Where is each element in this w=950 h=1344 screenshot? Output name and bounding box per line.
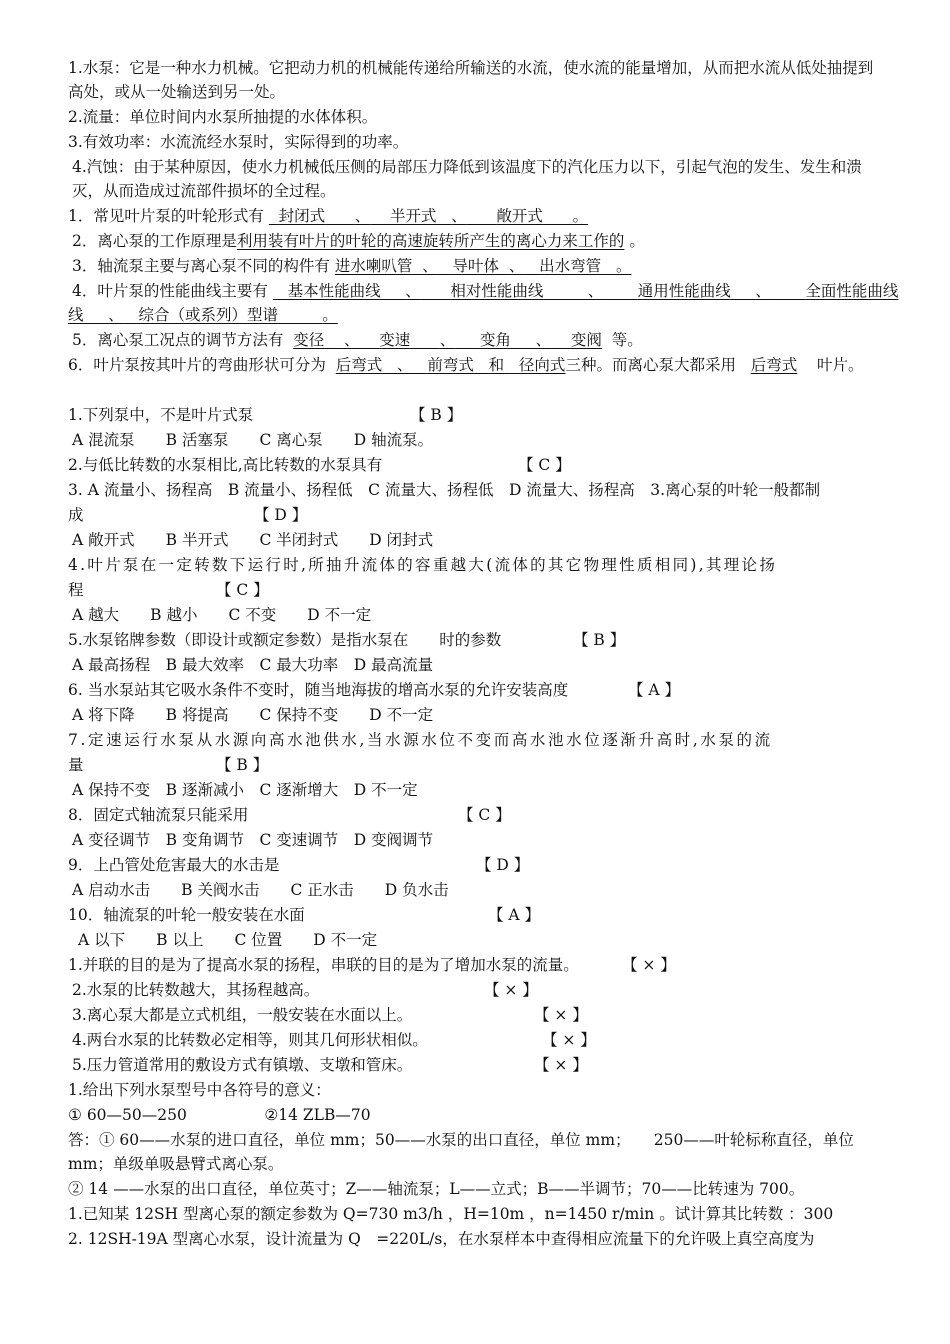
choice-2-text: 2.与低比转数的水泵相比,高比转数的水泵具有	[68, 456, 383, 474]
choice-question-10	[68, 903, 880, 927]
judge-1-answer: 【 × 】	[622, 956, 676, 974]
judge-5-text: 5.压力管道常用的敷设方式有镇墩、支墩和管床。	[72, 1056, 413, 1074]
fill-question-4-cont	[68, 303, 880, 327]
calc-question-1: 1.已知某 12SH 型离心泵的额定参数为 Q=730 m3/h ，H=10m ，n=1450 r/min 。试计算其比转数 ：300	[68, 1205, 834, 1223]
fill-6-answers: 后弯式 、 前弯式 和 径向式	[335, 356, 566, 374]
choice-5-text: 5.水泵铭牌参数（即设计或额定参数）是指水泵在 时的参数	[68, 631, 502, 649]
choice-1-text: 1.下列泵中，不是叶片式泵	[68, 406, 254, 424]
choice-question-5	[68, 628, 880, 652]
fill-6-end: 叶片。	[816, 356, 864, 374]
judge-4-text: 4.两台水泵的比转数必定相等，则其几何形状相似。	[72, 1031, 428, 1049]
choice-question-7-cont	[68, 753, 880, 777]
short-answer-1: 答：① 60——水泵的进口直径，单位 mm；50——水泵的出口直径，单位 mm； 250——叶轮标称直径，单位 mm；单级单吸悬臂式离心泵。	[68, 1131, 854, 1173]
fill-4-prefix: 4．叶片泵的性能曲线主要有	[72, 282, 268, 300]
judge-4-answer: 【 × 】	[542, 1031, 596, 1049]
short-question-items: ① 60—50—250 ②14 ZLB—70	[68, 1106, 371, 1124]
choice-2-options: 3. A 流量小、扬程高 B 流量小、扬程低 C 流量大、扬程低 D 流量大、扬程高 3.离心泵的叶轮一般都制	[68, 481, 821, 499]
judge-question-1	[68, 953, 880, 977]
calc-question-2: 2. 12SH-19A 型离心水泵，设计流量为 Q =220L/s，在水泵样本中查得相应流量下的允许吸上真空高度为	[68, 1230, 815, 1248]
judge-2-answer: 【 × 】	[484, 981, 538, 999]
choice-question-3	[68, 503, 880, 527]
choice-question-7: 7.定速运行水泵从水源向高水池供水,当水源水位不变而高水池水位逐渐升高时,水泵的流	[68, 731, 773, 749]
definition-pump: 1.水泵：它是一种水力机械。它把动力机的机械能传递给所输送的水流，使水流的能量增加，从而把水流从低处抽提到高处，或从一处输送到另一处。	[68, 59, 874, 101]
choice-8-options: A 变径调节 B 变角调节 C 变速调节 D 变阀调节	[72, 831, 434, 849]
fill-3-prefix: 3．轴流泵主要与离心泵不同的构件有	[72, 257, 330, 275]
choice-3-answer: 【 D 】	[254, 506, 308, 524]
choice-6-options: A 将下降 B 将提高 C 保持不变 D 不一定	[72, 706, 434, 724]
fill-1-prefix: 1．常见叶片泵的叶轮形式有	[68, 207, 264, 225]
choice-question-2	[68, 453, 880, 477]
judge-2-text: 2.水泵的比转数越大，其扬程越高。	[72, 981, 320, 999]
choice-10-text: 10．轴流泵的叶轮一般安装在水面	[68, 906, 305, 924]
choice-4-answer: 【 C 】	[216, 581, 269, 599]
definition-cavitation: 4.汽蚀：由于某种原因，使水力机械低压侧的局部压力降低到该温度下的汽化压力以下，引起气泡的发生、发生和溃灭，从而造成过流部件损坏的全过程。	[72, 158, 862, 200]
choice-7-answer: 【 B 】	[216, 756, 269, 774]
fill-6-prefix: 6．叶片泵按其叶片的弯曲形状可分为	[68, 356, 326, 374]
definition-flow: 2.流量：单位时间内水泵所抽提的水体体积。	[68, 108, 378, 126]
fill-question-5	[72, 328, 880, 352]
choice-5-options: A 最高扬程 B 最大效率 C 最大功率 D 最高流量	[72, 656, 434, 674]
fill-question-4	[72, 279, 899, 303]
choice-question-9	[68, 853, 880, 877]
fill-5-answers: 变径 、 变速 、 变角 、 变阀	[293, 331, 602, 349]
judge-5-answer: 【 × 】	[534, 1056, 588, 1074]
judge-question-4	[72, 1028, 880, 1052]
fill-question-6	[68, 353, 880, 377]
choice-question-4: 4.叶片泵在一定转数下运行时,所抽升流体的容重越大(流体的其它物理性质相同),其理论扬	[68, 556, 778, 574]
fill-4-answers-line2: 线 、 综合（或系列）型谱 。	[68, 306, 338, 324]
choice-question-8	[68, 803, 880, 827]
choice-6-answer: 【 A 】	[628, 681, 681, 699]
choice-7-options: A 保持不变 B 逐渐减小 C 逐渐增大 D 不一定	[72, 781, 418, 799]
choice-8-text: 8．固定式轴流泵只能采用	[68, 806, 249, 824]
fill-question-2	[72, 229, 880, 253]
choice-question-4-cont	[68, 578, 880, 602]
fill-4-answers-line1: 基本性能曲线 、 相对性能曲线 、 通用性能曲线 、 全面性能曲线	[287, 282, 899, 300]
fill-3-answers: 进水喇叭管 、 导叶体 、 出水弯管 。	[334, 257, 632, 275]
fill-6-answer-last: 后弯式	[750, 356, 798, 374]
judge-1-text: 1.并联的目的是为了提高水泵的扬程，串联的目的是为了增加水泵的流量。	[68, 956, 579, 974]
choice-9-options: A 启动水击 B 关阀水击 C 正水击 D 负水击	[72, 881, 449, 899]
judge-3-text: 3.离心泵大都是立式机组，一般安装在水面以上。	[72, 1006, 413, 1024]
choice-question-6	[68, 678, 880, 702]
choice-7-text-cont: 量	[68, 756, 84, 774]
fill-question-3	[72, 254, 880, 278]
judge-question-5	[72, 1053, 880, 1077]
fill-2-end: 。	[629, 232, 645, 250]
fill-2-prefix: 2．离心泵的工作原理是	[72, 232, 237, 250]
fill-1-answers: 封闭式 、 半开式 、 敞开式 。	[278, 207, 588, 225]
judge-question-2	[72, 978, 880, 1002]
choice-6-text: 6. 当水泵站其它吸水条件不变时，随当地海拔的增高水泵的允许安装高度	[68, 681, 569, 699]
choice-1-options: A 混流泵 B 活塞泵 C 离心泵 D 轴流泵。	[72, 431, 434, 449]
fill-question-1	[68, 204, 880, 228]
choice-10-answer: 【 A 】	[488, 906, 541, 924]
definition-effective-power: 3.有效功率：水流流经水泵时，实际得到的功率。	[68, 133, 409, 151]
fill-2-answer: 利用装有叶片的叶轮的高速旋转所产生的离心力来工作的	[236, 232, 625, 250]
choice-question-1	[68, 403, 880, 427]
choice-10-options: A 以下 B 以上 C 位置 D 不一定	[78, 931, 378, 949]
short-answer-2: ② 14 ——水泵的出口直径，单位英寸；Z——轴流泵；L——立式；B——半调节；70——比转速为 700。	[68, 1180, 805, 1198]
short-question: 1.给出下列水泵型号中各符号的意义：	[68, 1081, 331, 1099]
choice-5-answer: 【 B 】	[573, 631, 626, 649]
judge-3-answer: 【 × 】	[534, 1006, 588, 1024]
judge-question-3	[72, 1003, 880, 1027]
fill-5-prefix: 5．离心泵工况点的调节方法有	[72, 331, 284, 349]
fill-5-end: 等。	[611, 331, 643, 349]
choice-8-answer: 【 C 】	[458, 806, 511, 824]
choice-3-options: A 敞开式 B 半开式 C 半闭封式 D 闭封式	[72, 531, 434, 549]
fill-6-mid: 三种。而离心泵大都采用	[565, 356, 736, 374]
choice-1-answer: 【 B 】	[410, 406, 463, 424]
choice-4-options: A 越大 B 越小 C 不变 D 不一定	[72, 606, 372, 624]
choice-9-answer: 【 D 】	[476, 856, 530, 874]
choice-9-text: 9．上凸管处危害最大的水击是	[68, 856, 280, 874]
choice-3-text: 成	[68, 506, 84, 524]
choice-2-answer: 【 C 】	[518, 456, 571, 474]
choice-4-text-cont: 程	[68, 581, 84, 599]
